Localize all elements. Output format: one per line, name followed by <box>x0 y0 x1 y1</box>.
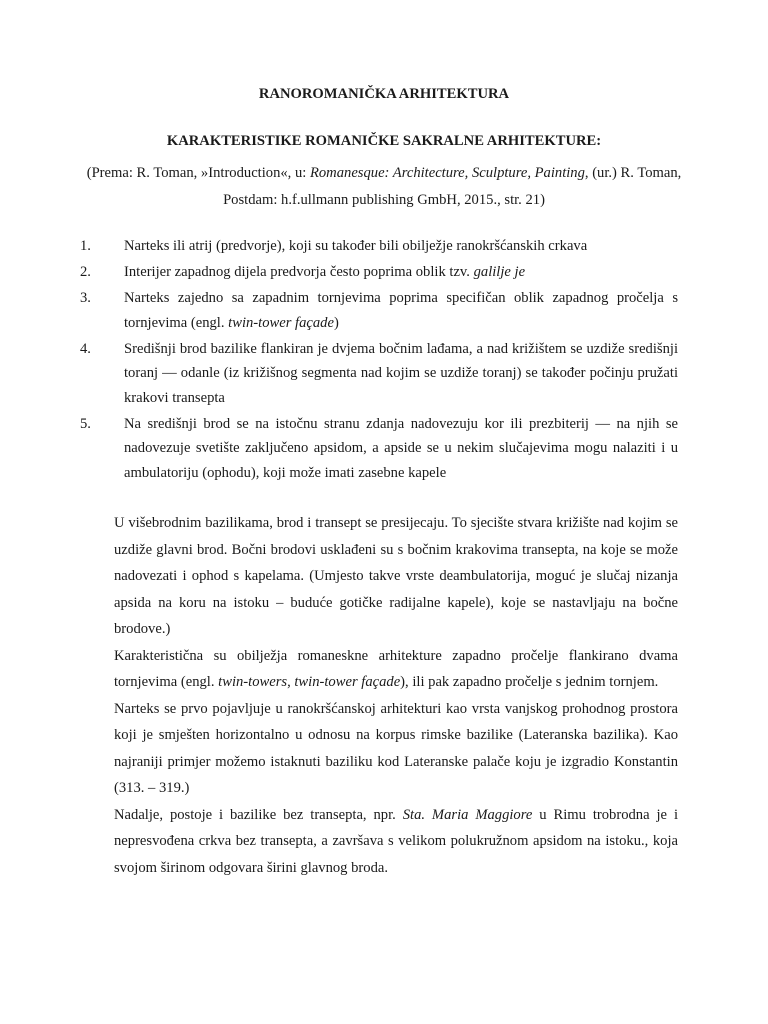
list-item <box>80 260 678 285</box>
paragraph: Nadalje, postoje i bazilike bez transepta, npr. Sta. Maria Maggiore u Rimu trobrodna je i nepresvođena crkva bez transepta, a završava s velikom polukružnom apsidom na istoku., koja svojom širinom odgovara širini glavnog broda. <box>114 806 678 876</box>
list-item <box>80 234 678 259</box>
citation-prefix: (Prema: R. Toman, »Introduction«, u: <box>86 165 310 181</box>
list-text: Središnji brod bazilike flankiran je dvjema bočnim lađama, a nad križištem se uzdiže središnji toranj — odanle (iz križišnog segmenta nad kojim se uzdiže toranj) se također počinju pružati krakovi transepta <box>124 340 678 406</box>
list-number: 2. <box>80 264 91 280</box>
list-item <box>80 337 678 411</box>
list-emphasis: galilje je <box>473 264 526 280</box>
list-number: 5. <box>80 415 91 432</box>
citation-suffix: , (ur.) R. Toman, Postdam: h.f.ullmann publishing GmbH, 2015., str. 21) <box>223 165 682 208</box>
list-text: Interijer zapadnog dijela predvorja često poprima oblik tzv. galilje je <box>124 264 526 280</box>
list-number: 3. <box>80 290 91 306</box>
list-text: Na središnji brod se na istočnu stranu zdanja nadovezuju kor ili prezbiterij — na njih se nadovezuje svetište zaključeno apsidom, a apside se u nekim slučajevima mogu nalaziti i u ambulatoriju (ophodu), koji može imati zasebne kapele <box>124 415 678 481</box>
list-item <box>80 412 678 486</box>
section-heading: KARAKTERISTIKE ROMANIČKE SAKRALNE ARHITEKTURE: <box>166 133 602 149</box>
list-item <box>80 286 678 335</box>
citation-book-title: Romanesque: Architecture, Sculpture, Painting <box>309 165 585 181</box>
list-text: Narteks zajedno sa zapadnim tornjevima poprima specifičan oblik zapadnog pročelja s tornjevima (engl. twin-tower façade) <box>124 290 678 331</box>
paragraph: U višebrodnim bazilikama, brod i transept se presijecaju. To sjecište stvara križište nad kojim se uzdiže glavni brod. Bočni brodovi usklađeni su s bočnim krakovima transepta, na koje se može nadovezati i ophod s kapelama. (Umjesto takve vrste deambulatorija, moguć je slučaj nizanja apsida na koru na istoku – buduće gotičke radijalne kapele), koje se nastavljaju na bočne brodove.) <box>114 515 678 637</box>
paragraph: Narteks se prvo pojavljuje u ranokršćanskoj arhitekturi kao vrsta vanjskog prohodnog prostora koji je smješten horizontalno u odnosu na korpus rimske bazilike (Lateranska bazilika). Kao najraniji primjer možemo istaknuti baziliku kod Lateranske palače koju je izgradio Konstantin (313. – 319.) <box>114 700 678 796</box>
document-title: RANOROMANIČKA ARHITEKTURA <box>258 86 510 102</box>
source-citation <box>86 160 682 214</box>
body-text <box>114 510 678 881</box>
list-number: 1. <box>80 238 91 254</box>
list-text: Narteks ili atrij (predvorje), koji su također bili obilježje ranokršćanskih crkava <box>124 238 588 254</box>
list-number: 4. <box>80 340 91 357</box>
list-emphasis: twin-tower façade <box>228 314 334 331</box>
paragraph: Karakteristična su obilježja romaneskne arhitekture zapadno pročelje flankirano dvama tornjevima (engl. twin-towers, twin-tower façade), ili pak zapadno pročelje s jednim tornjem. <box>114 647 678 690</box>
characteristics-list <box>80 234 678 487</box>
